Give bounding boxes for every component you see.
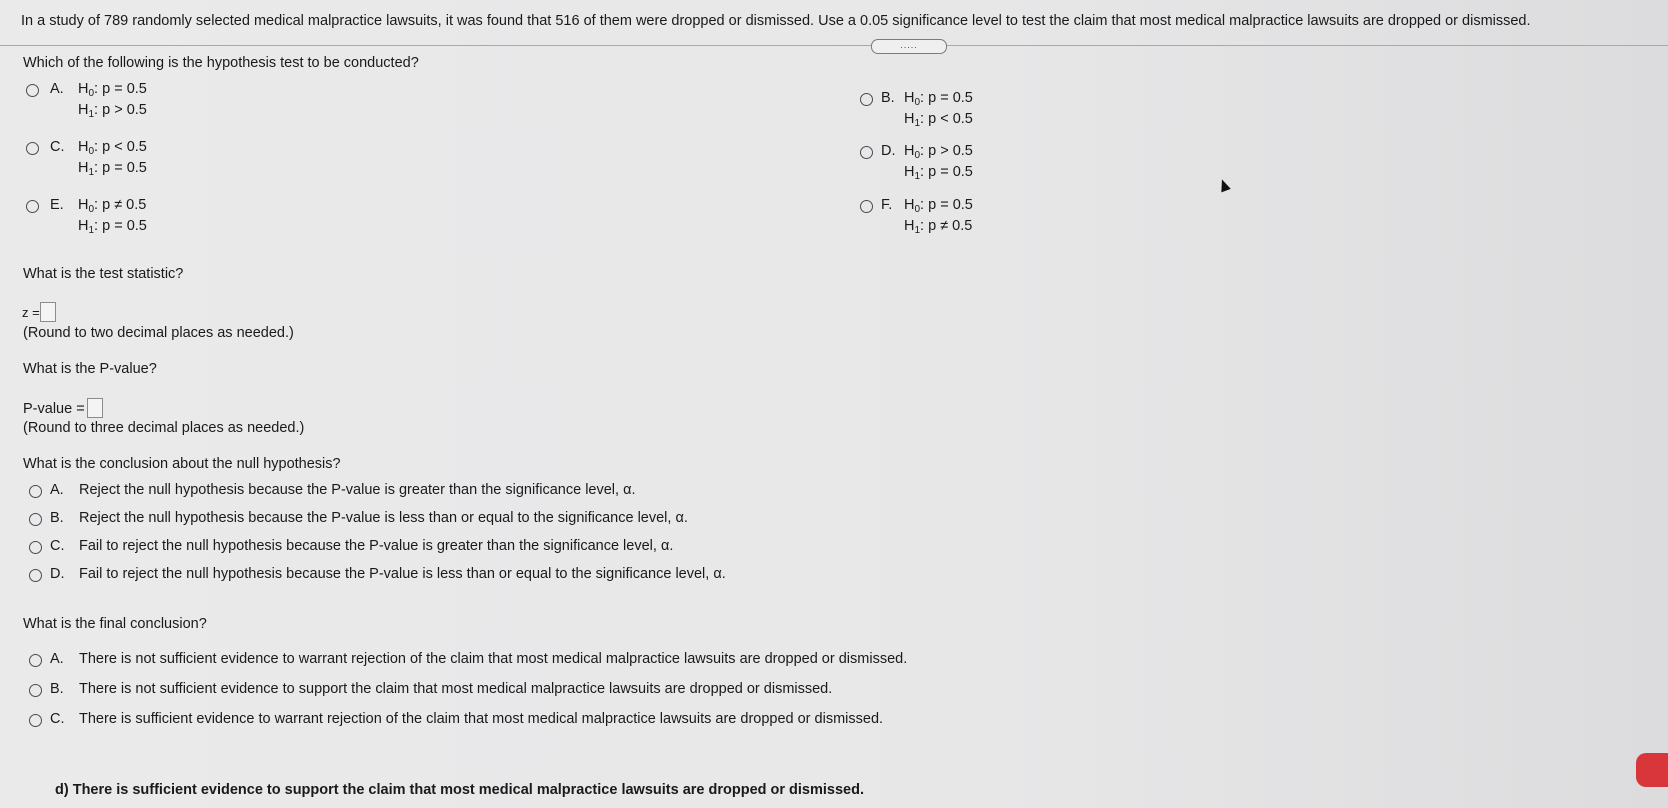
divider [0, 45, 1668, 46]
z-input[interactable] [40, 302, 56, 322]
hypothesis-option-c-letter: C. [50, 139, 65, 155]
hypothesis-option-e-radio[interactable] [26, 200, 39, 213]
hypothesis-option-a-radio[interactable] [26, 84, 39, 97]
null-option-a-letter: A. [50, 482, 64, 498]
final-conclusion-question: What is the final conclusion? [23, 616, 207, 632]
hypothesis-option-e-h0: $H_0$: p ≠ 0.5 [78, 197, 147, 215]
null-option-d-text: Fail to reject the null hypothesis because the P-value is less than or equal to the significance level, α. [79, 566, 726, 582]
p-value-question: What is the P-value? [23, 361, 157, 377]
null-option-a-radio[interactable] [29, 485, 42, 498]
hypothesis-option-c-h0: $H_0$: p < 0.5 [78, 139, 147, 157]
final-option-c-radio[interactable] [29, 714, 42, 727]
final-option-a-letter: A. [50, 651, 64, 667]
hypothesis-option-b-h1: $H_1$: p < 0.5 [904, 111, 973, 129]
side-tab-button[interactable] [1636, 753, 1668, 787]
hypothesis-option-d-radio[interactable] [860, 146, 873, 159]
final-option-a-radio[interactable] [29, 654, 42, 667]
hypothesis-option-f-h0: $H_0$: p = 0.5 [904, 197, 973, 215]
null-option-c-radio[interactable] [29, 541, 42, 554]
z-label: z = [22, 305, 40, 320]
problem-statement: In a study of 789 randomly selected medical malpractice lawsuits, it was found that 516 of them were dropped or dismissed. Use a 0.05 significance level to test the claim that most medical malpractice lawsuits are dropped or dismissed. [21, 13, 1531, 29]
null-option-c-letter: C. [50, 538, 65, 554]
final-option-c-letter: C. [50, 711, 65, 727]
hypothesis-option-e-letter: E. [50, 197, 64, 213]
hypothesis-option-c-h1: $H_1$: p = 0.5 [78, 160, 147, 178]
null-option-b-radio[interactable] [29, 513, 42, 526]
expand-more-button[interactable]: ..... [871, 39, 947, 54]
null-option-d-letter: D. [50, 566, 65, 582]
hypothesis-option-e-h1: $H_1$: p = 0.5 [78, 218, 147, 236]
hypothesis-option-a-h1: $H_1$: p > 0.5 [78, 102, 147, 120]
final-option-c-text: There is sufficient evidence to warrant rejection of the claim that most medical malpractice lawsuits are dropped or dismissed. [79, 711, 884, 727]
hypothesis-option-b-radio[interactable] [860, 93, 873, 106]
final-option-b-letter: B. [50, 681, 64, 697]
mouse-cursor-icon [1217, 178, 1231, 193]
hypothesis-option-d-h1: $H_1$: p = 0.5 [904, 164, 973, 182]
p-value-input[interactable] [87, 398, 103, 418]
hypothesis-option-c-radio[interactable] [26, 142, 39, 155]
null-option-a-text: Reject the null hypothesis because the P-value is greater than the significance level, α. [79, 482, 636, 498]
final-option-b-text: There is not sufficient evidence to support the claim that most medical malpractice lawsuits are dropped or dismissed. [79, 681, 833, 697]
null-option-c-text: Fail to reject the null hypothesis because the P-value is greater than the significance level, α. [79, 538, 674, 554]
p-value-round-note: (Round to three decimal places as needed.) [23, 420, 305, 436]
hypothesis-option-b-letter: B. [881, 90, 895, 106]
p-value-answer-row [23, 398, 103, 418]
hypothesis-option-f-radio[interactable] [860, 200, 873, 213]
final-option-d-text: d) There is sufficient evidence to support the claim that most medical malpractice lawsuits are dropped or dismissed. [55, 782, 864, 798]
final-option-a-text: There is not sufficient evidence to warrant rejection of the claim that most medical malpractice lawsuits are dropped or dismissed. [79, 651, 908, 667]
z-round-note: (Round to two decimal places as needed.) [23, 325, 294, 341]
hypothesis-question: Which of the following is the hypothesis test to be conducted? [23, 55, 419, 71]
hypothesis-option-f-h1: $H_1$: p ≠ 0.5 [904, 218, 973, 236]
null-conclusion-question: What is the conclusion about the null hypothesis? [23, 456, 341, 472]
test-statistic-question: What is the test statistic? [23, 266, 184, 282]
hypothesis-option-a-h0: $H_0$: p = 0.5 [78, 81, 147, 99]
z-answer-row [22, 302, 56, 322]
hypothesis-option-d-h0: $H_0$: p > 0.5 [904, 143, 973, 161]
hypothesis-option-b-h0: $H_0$: p = 0.5 [904, 90, 973, 108]
final-option-b-radio[interactable] [29, 684, 42, 697]
null-option-b-text: Reject the null hypothesis because the P-value is less than or equal to the significance level, α. [79, 510, 688, 526]
null-option-d-radio[interactable] [29, 569, 42, 582]
hypothesis-option-f-letter: F. [881, 197, 893, 213]
null-option-b-letter: B. [50, 510, 64, 526]
hypothesis-option-a-letter: A. [50, 81, 64, 97]
p-value-label: P-value = [23, 401, 85, 417]
hypothesis-option-d-letter: D. [881, 143, 896, 159]
